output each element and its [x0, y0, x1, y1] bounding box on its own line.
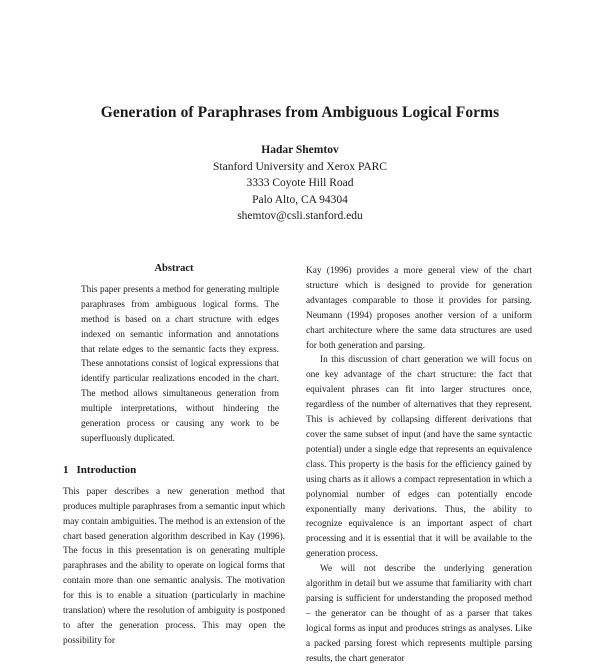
author-block: [150, 142, 450, 225]
abstract-text: This paper presents a method for generating multiple paraphrases from ambiguous logical forms. The method is based on a chart structure with edges indexed on semantic information and annotations that relate edges to the semantic facts they express. These annotations consist of logical expressions that identify particular realizations encoded in the chart. The method allows simultaneous generation from multiple interpretations, without hindering the generation process or causing any work to be superfluously duplicated.: [81, 284, 279, 444]
introduction-paragraph: This paper describes a new generation method that produces multiple paraphrases from a semantic input which may contain ambiguities. The method is an extension of the chart based generation algorithm described in Kay (1996). The focus in this presentation is on generating multiple paraphrases and the ability to operate on logical forms that contain more than one semantic analysis. The motivation for this is to enable a situation (particularly in machine translation) where the resolution of ambiguity is postponed to after the generation process. This may open the possibility for: [63, 486, 285, 646]
author-name: Hadar Shemtov: [261, 144, 339, 156]
body-paragraph-2: In this discussion of chart generation we will focus on one key advantage of the chart structure: the fact that equivalent phrases can fit into larger structures once, regardless of the number of alternatives that they represent. This is achieved by collapsing different derivations that cover the same subset of input (and have the same syntactic potential) under a single edge that represents an equivalence class. This property is the basis for the efficiency gained by using charts as it allows a compact representation in which a polynomial number of edges can potentially encode exponentially many derivations. Thus, the ability to recognize equivalence is an important aspect of chart processing and it is essential that it will be available to the generation process.: [306, 355, 532, 560]
left-column: [63, 262, 285, 649]
author-street: 3333 Coyote Hill Road: [246, 177, 354, 189]
body-paragraph-1: Kay (1996) provides a more general view of the chart structure which is designed to provide for generation advantages comparable to those it provides for parsing. Neumann (1994) proposes another version of a uniform chart architecture where the same data structures are used for both generation and parsing.: [306, 266, 532, 351]
right-column: [306, 264, 532, 666]
author-city: Palo Alto, CA 94304: [252, 193, 348, 206]
author-email: shemtov@csli.stanford.edu: [237, 210, 363, 222]
abstract-heading: Abstract: [154, 263, 194, 274]
author-affiliation: Stanford University and Xerox PARC: [213, 160, 387, 173]
section-number: 1: [63, 463, 69, 476]
paper-title: Generation of Paraphrases from Ambiguous Logical Forms: [100, 104, 500, 121]
section-title: Introduction: [76, 463, 137, 476]
body-paragraph-3: We will not describe the underlying generation algorithm in detail but we assume that familiarity with chart parsing is sufficient for understanding the proposed method – the generator can be thought of as a parser that takes logical forms as input and produces strings as analyses. Like a packed parsing forest which represents multiple parsing results, the chart generator: [306, 564, 532, 664]
section-heading: [63, 463, 285, 478]
